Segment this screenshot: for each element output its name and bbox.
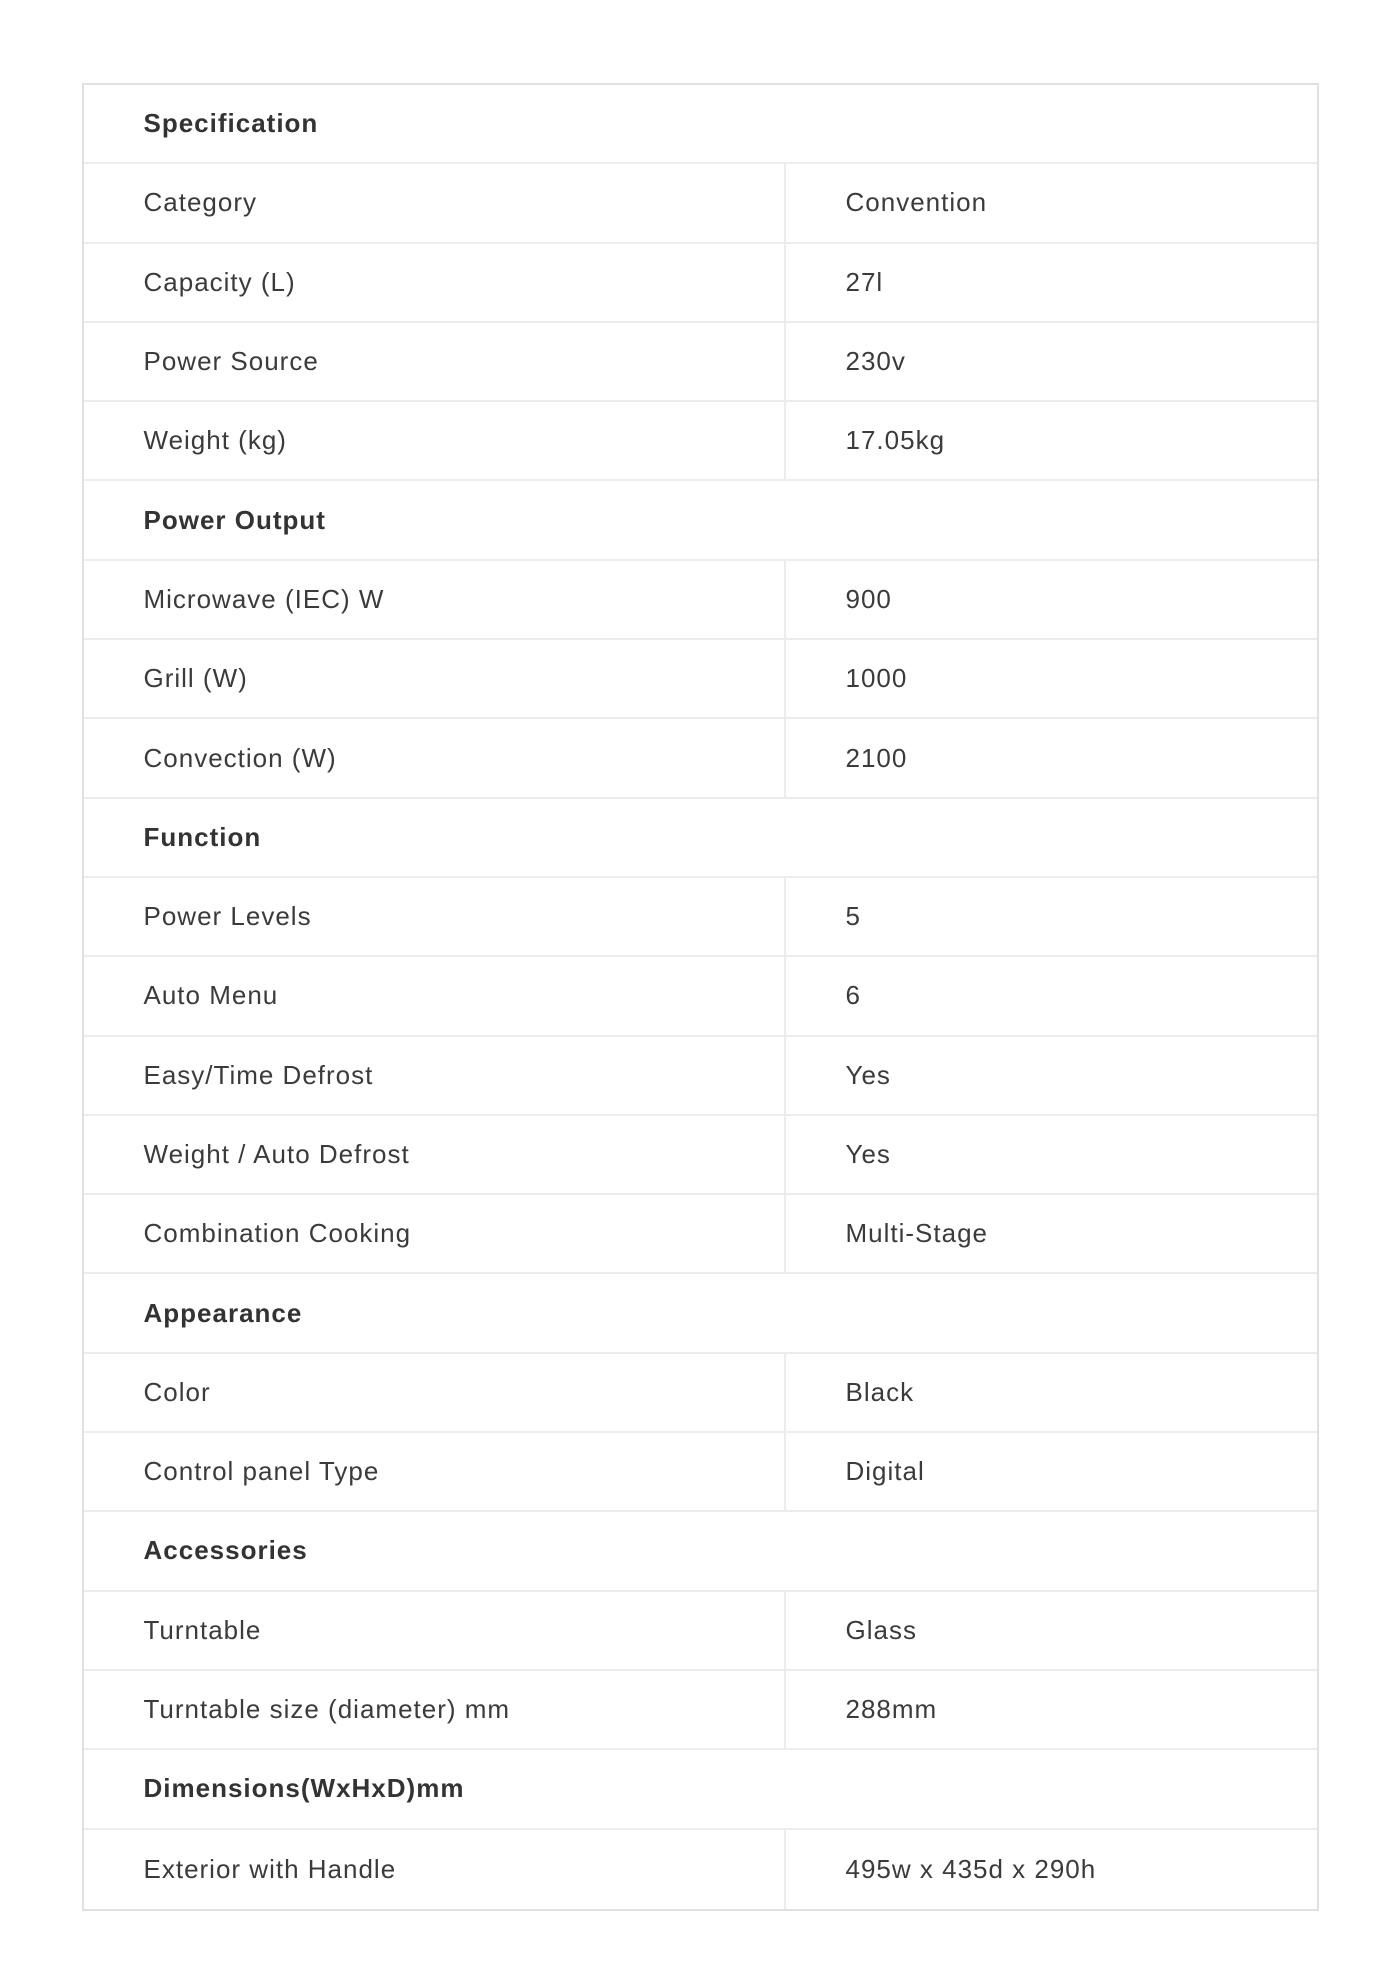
spec-label-exterior-with-handle: Exterior with Handle <box>84 1830 786 1909</box>
spec-label-easy-time-defrost: Easy/Time Defrost <box>84 1037 786 1114</box>
spec-value-exterior-with-handle: 495w x 435d x 290h <box>845 1853 1097 1884</box>
spec-label-combination-cooking: Combination Cooking <box>84 1195 786 1272</box>
spec-row-convection-w <box>84 719 1317 798</box>
spec-label-microwave-w: Microwave (IEC) W <box>84 561 786 638</box>
spec-label-weight: Weight (kg) <box>84 402 786 479</box>
spec-label-turntable-size: Turntable size (diameter) mm <box>84 1671 786 1748</box>
spec-value-color: Black <box>845 1376 915 1407</box>
spec-row-turntable <box>84 1592 1317 1671</box>
spec-label-capacity: Capacity (L) <box>84 244 786 321</box>
section-row-accessories <box>84 1512 1317 1591</box>
spec-value-microwave-w: 900 <box>845 583 892 614</box>
spec-label-weight-auto-defrost: Weight / Auto Defrost <box>84 1116 786 1193</box>
spec-value-convection-w: 2100 <box>845 742 908 773</box>
spec-label-color: Color <box>84 1354 786 1431</box>
spec-value-control-panel-type: Digital <box>845 1456 925 1487</box>
spec-value-power-levels: 5 <box>845 901 861 932</box>
spec-row-microwave-w <box>84 561 1317 640</box>
section-row-specification <box>84 85 1317 164</box>
section-row-appearance <box>84 1274 1317 1353</box>
spec-label-convection-w: Convection (W) <box>84 719 786 796</box>
spec-row-grill-w <box>84 640 1317 719</box>
section-row-function <box>84 799 1317 878</box>
spec-label-control-panel-type: Control panel Type <box>84 1433 786 1510</box>
spec-value-auto-menu: 6 <box>845 980 861 1011</box>
spec-row-color <box>84 1354 1317 1433</box>
spec-label-turntable: Turntable <box>84 1592 786 1669</box>
specification-table <box>82 83 1319 1911</box>
spec-label-grill-w: Grill (W) <box>84 640 786 717</box>
spec-value-weight: 17.05kg <box>845 425 946 456</box>
spec-row-weight <box>84 402 1317 481</box>
section-title-power-output: Power Output <box>143 504 326 535</box>
section-title-dimensions: Dimensions(WxHxD)mm <box>143 1773 465 1804</box>
spec-row-control-panel-type <box>84 1433 1317 1512</box>
spec-row-turntable-size <box>84 1671 1317 1750</box>
spec-row-power-source <box>84 323 1317 402</box>
spec-row-combination-cooking <box>84 1195 1317 1274</box>
section-title-accessories: Accessories <box>143 1535 308 1566</box>
spec-value-weight-auto-defrost: Yes <box>845 1139 891 1169</box>
spec-label-power-source: Power Source <box>84 323 786 400</box>
spec-value-easy-time-defrost: Yes <box>845 1059 891 1090</box>
section-title-appearance: Appearance <box>143 1297 303 1328</box>
spec-row-capacity <box>84 244 1317 323</box>
spec-row-easy-time-defrost <box>84 1037 1317 1116</box>
spec-row-exterior-with-handle <box>84 1830 1317 1909</box>
spec-label-category: Category <box>84 164 786 241</box>
spec-value-turntable-size: 288mm <box>845 1694 938 1725</box>
spec-value-category: Convention <box>845 187 988 218</box>
section-row-dimensions <box>84 1750 1317 1829</box>
spec-value-capacity: 27l <box>845 266 884 297</box>
spec-row-auto-menu <box>84 957 1317 1036</box>
spec-value-turntable: Glass <box>845 1614 917 1645</box>
spec-row-power-levels <box>84 878 1317 957</box>
spec-row-category <box>84 164 1317 243</box>
spec-value-combination-cooking: Multi-Stage <box>845 1218 988 1249</box>
section-title-specification: Specification <box>143 108 319 139</box>
spec-value-grill-w: 1000 <box>845 663 908 694</box>
spec-value-power-source: 230v <box>845 346 906 377</box>
spec-label-auto-menu: Auto Menu <box>84 957 786 1034</box>
section-row-power-output <box>84 481 1317 560</box>
section-title-function: Function <box>143 821 262 852</box>
spec-label-power-levels: Power Levels <box>84 878 786 955</box>
spec-row-weight-auto-defrost <box>84 1116 1317 1195</box>
